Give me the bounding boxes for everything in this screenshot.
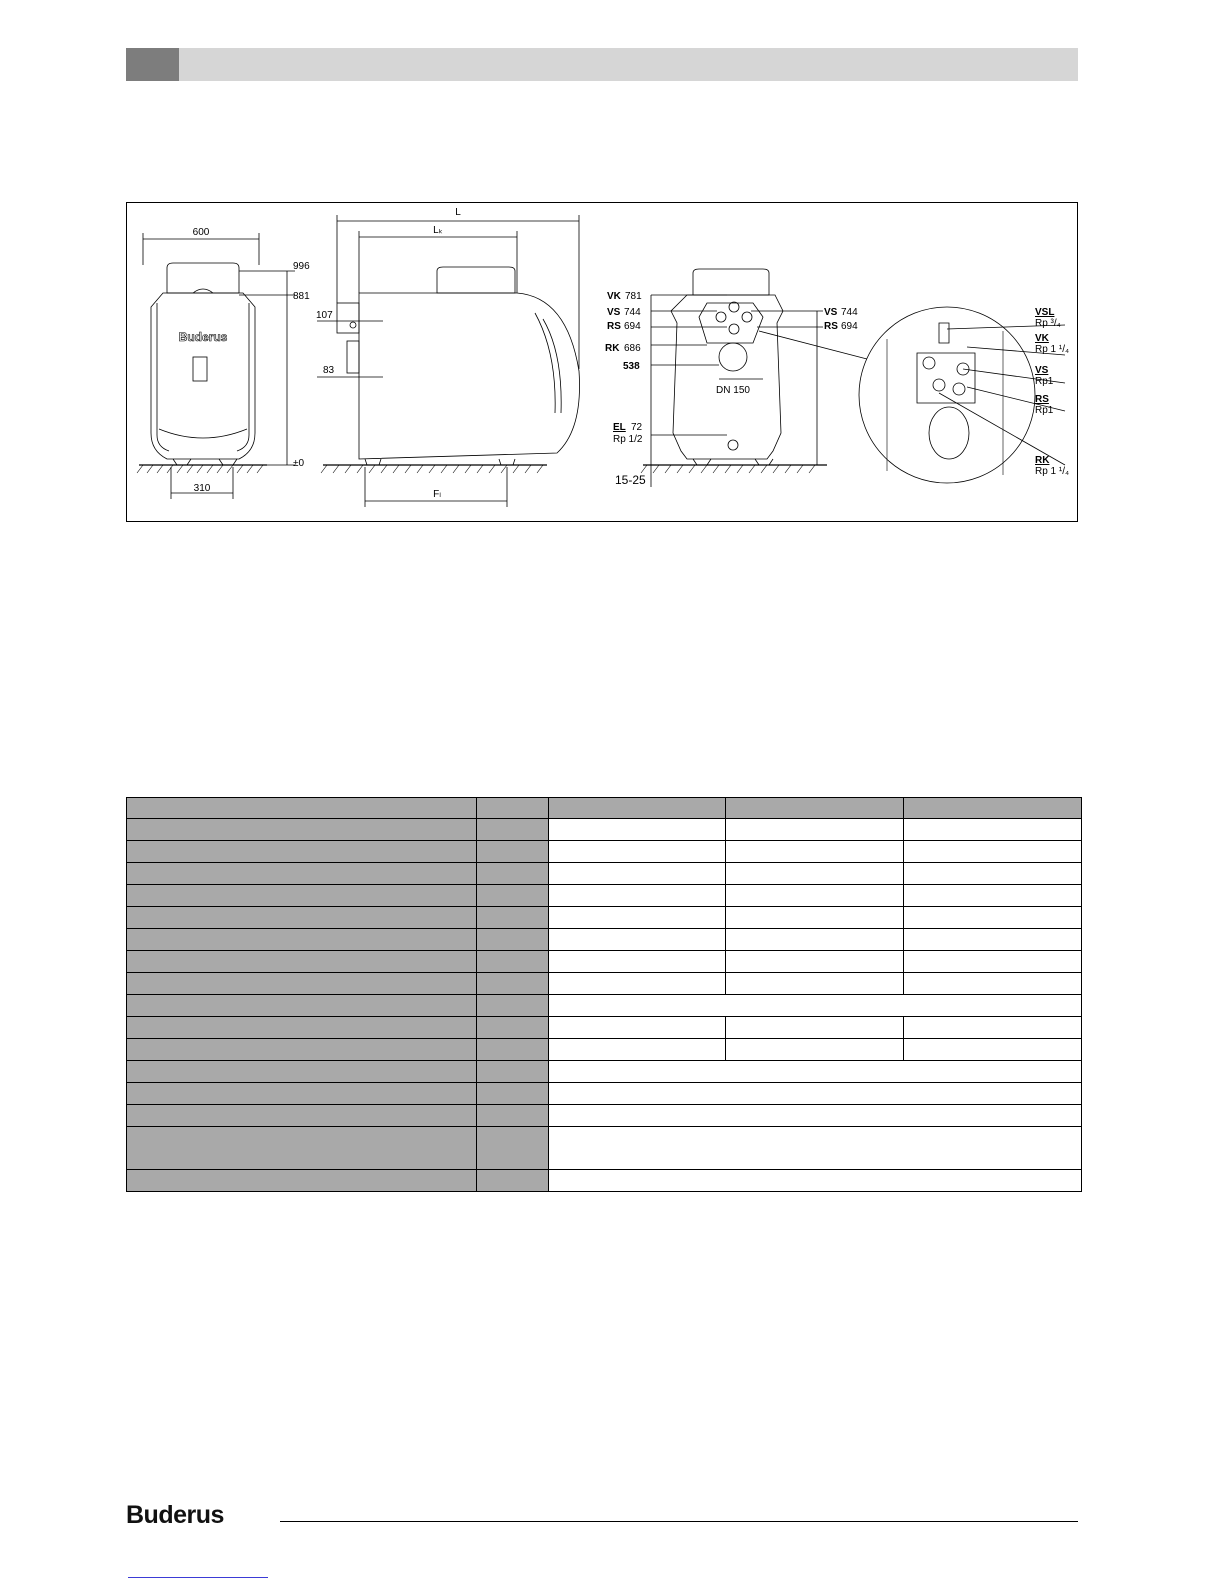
row-value-cell [903,1017,1081,1039]
row-value-cell [548,885,725,907]
row-value-cell [725,1017,903,1039]
rear-vk-val: 781 [625,291,642,302]
detail-rs-thread: Rp1 [1035,405,1054,416]
rear-el-label: EL [613,422,626,433]
side-dim-83: 83 [323,365,335,376]
row-value-cell [548,819,725,841]
detail-vsl-thread: Rp ³/₄ [1035,318,1061,329]
detail-vk-label: VK [1035,333,1049,344]
row-label-cell [127,819,477,841]
rear-el-val: 72 [631,422,643,433]
row-label-cell [127,973,477,995]
table-header-row [127,798,1082,819]
side-dim-107: 107 [316,310,333,321]
table-header-cell [127,798,477,819]
row-merged-value-cell [548,1170,1081,1192]
row-value-cell [903,863,1081,885]
detail-vs-thread: Rp1 [1035,376,1054,387]
footer-logo: Buderus [126,1501,224,1529]
row-label-cell [127,1105,477,1127]
table-row [127,995,1082,1017]
row-value-cell [548,951,725,973]
row-merged-value-cell [548,995,1081,1017]
row-value-cell [725,885,903,907]
row-merged-value-cell [548,1061,1081,1083]
row-value-cell [725,841,903,863]
row-value-cell [548,863,725,885]
table-row [127,1083,1082,1105]
rear-rs-right-val: 694 [841,321,858,332]
row-label-cell [127,1039,477,1061]
detail-vk-thread: Rp 1 ¹/₄ [1035,344,1070,355]
row-value-cell [903,973,1081,995]
table-header-cell [903,798,1081,819]
row-value-cell [903,907,1081,929]
table-row [127,951,1082,973]
rear-538: 538 [623,361,640,372]
rear-rk-val: 686 [624,343,641,354]
rear-flue-dn150: DN 150 [716,385,750,396]
table-row [127,1105,1082,1127]
front-foot-spacing: 310 [193,483,211,494]
dimension-drawing [126,202,1078,522]
row-unit-cell [477,1017,549,1039]
row-unit-cell [477,1039,549,1061]
row-label-cell [127,995,477,1017]
row-label-cell [127,1170,477,1192]
side-foot-length: Fₗ [433,489,441,500]
row-unit-cell [477,885,549,907]
row-merged-value-cell [548,1105,1081,1127]
row-label-cell [127,841,477,863]
detail-rs-label: RS [1035,394,1049,405]
rear-feet-range: 15-25 [615,473,646,487]
row-label-cell [127,907,477,929]
row-value-cell [548,929,725,951]
row-value-cell [903,819,1081,841]
row-unit-cell [477,1083,549,1105]
row-merged-value-cell [548,1083,1081,1105]
row-unit-cell [477,863,549,885]
row-value-cell [725,907,903,929]
rear-vs-right-label: VS [824,307,838,318]
rear-rs-val: 694 [624,321,641,332]
rear-el-thread: Rp 1/2 [613,434,643,445]
front-height-996: 996 [293,261,310,272]
rear-rs-label: RS [607,321,621,332]
rear-vs-right-val: 744 [841,307,858,318]
panel-logo: Buderus [178,330,228,344]
row-unit-cell [477,1127,549,1170]
rear-rs-right-label: RS [824,321,838,332]
side-length-L: L [455,207,461,218]
row-unit-cell [477,907,549,929]
row-value-cell [548,907,725,929]
rear-rk-label: RK [605,343,620,354]
row-label-cell [127,1017,477,1039]
row-value-cell [903,1039,1081,1061]
rear-vs-label: VS [607,307,621,318]
row-value-cell [725,819,903,841]
rear-view [641,269,867,487]
detail-rk-label: RK [1035,455,1050,466]
row-value-cell [548,1017,725,1039]
table-row [127,907,1082,929]
table-row [127,841,1082,863]
side-length-Lk: Lₖ [433,225,443,236]
row-value-cell [725,863,903,885]
front-base-zero: ±0 [293,458,305,469]
rear-vs-val: 744 [624,307,641,318]
footer-link-underline[interactable] [128,1577,268,1578]
row-unit-cell [477,1105,549,1127]
row-label-cell [127,951,477,973]
row-value-cell [725,929,903,951]
table-row [127,819,1082,841]
row-unit-cell [477,1061,549,1083]
row-value-cell [903,885,1081,907]
table-header-cell [548,798,725,819]
row-value-cell [903,929,1081,951]
footer-rule [280,1521,1078,1522]
technical-data-table [126,797,1082,1192]
side-view [317,215,580,507]
row-unit-cell [477,951,549,973]
row-unit-cell [477,973,549,995]
row-value-cell [903,841,1081,863]
row-unit-cell [477,1170,549,1192]
front-width-label: 600 [192,227,210,238]
row-label-cell [127,1127,477,1170]
boiler-dimension-svg [127,203,1079,523]
row-value-cell [548,973,725,995]
row-unit-cell [477,819,549,841]
detail-rk-thread: Rp 1 ¹/₄ [1035,466,1070,477]
detail-vsl-label: VSL [1035,307,1055,318]
front-height-881: 881 [293,291,310,302]
row-value-cell [725,951,903,973]
row-unit-cell [477,995,549,1017]
row-unit-cell [477,929,549,951]
row-label-cell [127,1061,477,1083]
detail-vs-label: VS [1035,365,1049,376]
table-header-cell [725,798,903,819]
row-label-cell [127,929,477,951]
rear-vk-label: VK [607,291,621,302]
row-value-cell [548,841,725,863]
row-unit-cell [477,841,549,863]
row-value-cell [725,1039,903,1061]
header-bar [126,48,1078,81]
row-merged-value-cell [548,1127,1081,1170]
row-value-cell [903,951,1081,973]
header-chapter-block [126,48,179,81]
table-row [127,929,1082,951]
table-row [127,1039,1082,1061]
row-label-cell [127,1083,477,1105]
table-row [127,885,1082,907]
table-header-cell [477,798,549,819]
table-row [127,1127,1082,1170]
row-label-cell [127,885,477,907]
table-row [127,1061,1082,1083]
row-value-cell [548,1039,725,1061]
table-row [127,1017,1082,1039]
row-value-cell [725,973,903,995]
table-row [127,863,1082,885]
front-view [137,233,295,499]
table-row [127,973,1082,995]
table-row [127,1170,1082,1192]
row-label-cell [127,863,477,885]
